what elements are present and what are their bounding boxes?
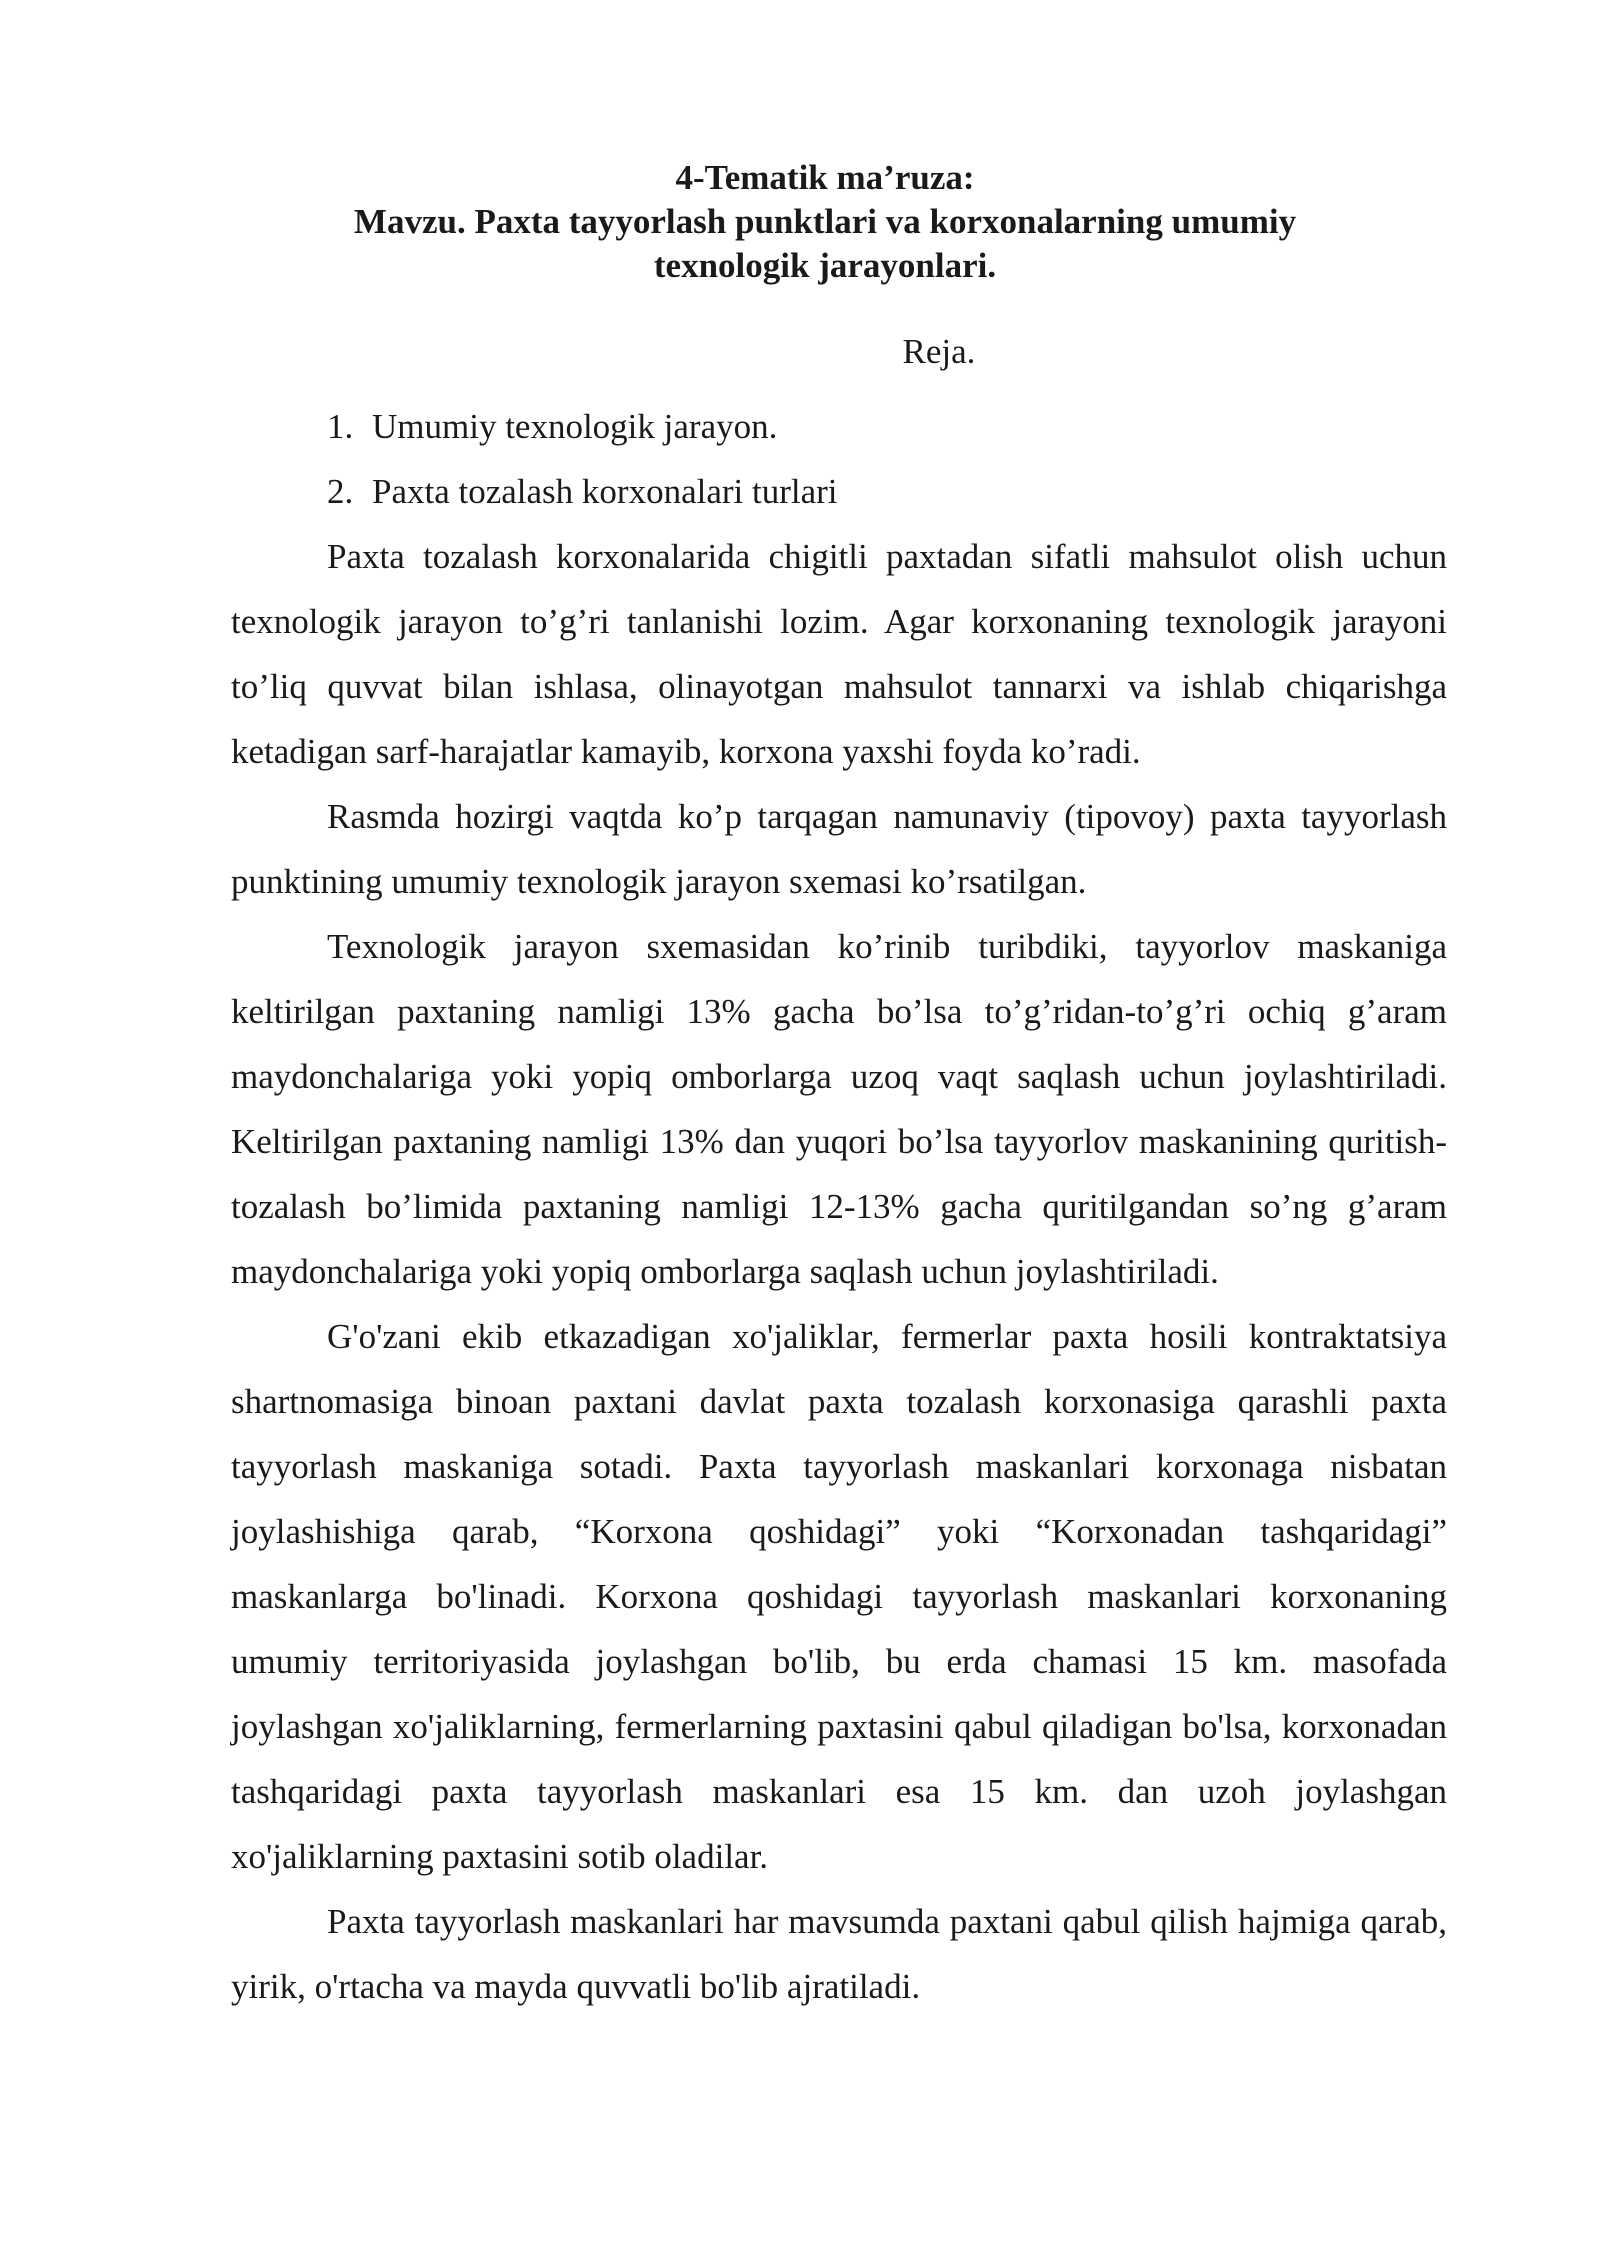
paragraph-1: Paxta tozalash korxonalarida chigitli paxtadan sifatli mahsulot olish uchun texnologik jarayon to’g’ri tanlanishi lozim. Agar korxonaning texnologik jarayoni to’liq quvvat bilan ishlasa, olinayotgan mahsulot tannarxi va ishlab chiqarishga ketadigan sarf-harajatlar kamayib, korxona yaxshi foyda ko’radi. (231, 537, 1447, 771)
plan-list (231, 394, 1447, 524)
plan-item-number: 1. (327, 407, 354, 446)
title-line-3: texnologik jarayonlari. (653, 246, 997, 285)
paragraph-4: G'o'zani ekib etkazadigan xo'jaliklar, fermerlar paxta hosili kontraktatsiya shartnomasiga binoan paxtani davlat paxta tozalash korxonasiga qarashli paxta tayyorlash maskaniga sotadi. Paxta tayyorlash maskanlari korxonaga nisbatan joylashishiga qarab, “Korxona qoshidagi” yoki “Korxonadan tashqaridagi” maskanlarga bo'linadi. Korxona qoshidagi tayyorlash maskanlari korxonaning umumiy territoriyasida joylashgan bo'lib, bu erda chamasi 15 km. masofada joylashgan xo'jaliklarning, fermerlarning paxtasini qabul qiladigan bo'lsa, korxonadan tashqaridagi paxta tayyorlash maskanlari esa 15 km. dan uzoh joylashgan xo'jaliklarning paxtasini sotib oladilar. (231, 1317, 1447, 1876)
plan-item-2 (231, 459, 1447, 524)
document-title (203, 156, 1447, 288)
paragraph-2: Rasmda hozirgi vaqtda ko’p tarqagan namunaviy (tipovoy) paxta tayyorlash punktining umumiy texnologik jarayon sxemasi ko’rsatilgan. (231, 797, 1447, 901)
plan-item-number: 2. (327, 472, 354, 511)
paragraph-5: Paxta tayyorlash maskanlari har mavsumda paxtani qabul qilish hajmiga qarab, yirik, o'rtacha va mayda quvvatli bo'lib ajratiladi. (231, 1902, 1447, 2006)
plan-item-text: Umumiy texnologik jarayon. (372, 407, 778, 446)
title-line-2: Mavzu. Paxta tayyorlash punktlari va korxonalarning umumiy (353, 202, 1297, 241)
paragraph-3: Texnologik jarayon sxemasidan ko’rinib turibdiki, tayyorlov maskaniga keltirilgan paxtaning namligi 13% gacha bo’lsa to’g’ridan-to’g’ri ochiq g’aram maydonchalariga yoki yopiq omborlarga uzoq vaqt saqlash uchun joylashtiriladi. Keltirilgan paxtaning namligi 13% dan yuqori bo’lsa tayyorlov maskanining quritish-tozalash bo’limida paxtaning namligi 12-13% gacha quritilgandan so’ng g’aram maydonchalariga yoki yopiq omborlarga saqlash uchun joylashtiriladi. (231, 927, 1447, 1291)
plan-item-text: Paxta tozalash korxonalari turlari (372, 472, 838, 511)
title-line-1: 4-Tematik ma’ruza: (675, 158, 975, 197)
plan-heading: Reja. (902, 332, 976, 371)
plan-item-1 (231, 394, 1447, 459)
